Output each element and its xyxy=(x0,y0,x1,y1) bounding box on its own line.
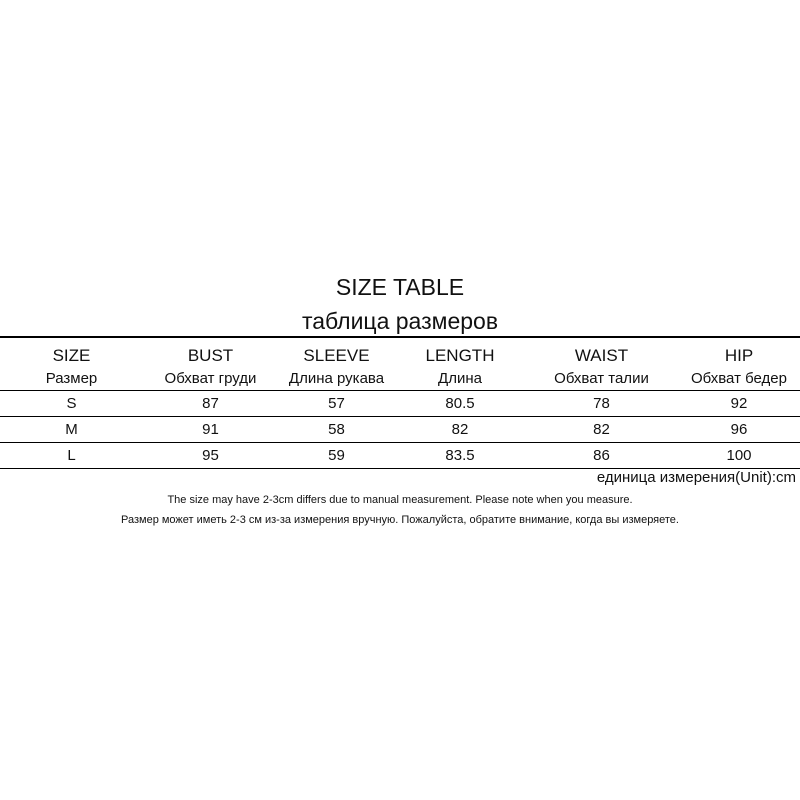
table-cell: 100 xyxy=(678,443,800,469)
table-cell: 91 xyxy=(143,417,278,443)
table-cell: 82 xyxy=(395,417,525,443)
table-cell: 78 xyxy=(525,391,678,417)
table-row xyxy=(0,391,800,417)
header-row-english xyxy=(0,337,800,366)
table-cell: 96 xyxy=(678,417,800,443)
table-cell: 83.5 xyxy=(395,443,525,469)
table-cell: M xyxy=(0,417,143,443)
table-title-russian: таблица размеров xyxy=(301,308,499,334)
table-cell: 57 xyxy=(278,391,395,417)
unit-note: единица измерения(Unit):cm xyxy=(596,469,796,486)
column-header: HIP xyxy=(678,337,800,366)
column-header: SLEEVE xyxy=(278,337,395,366)
table-cell: S xyxy=(0,391,143,417)
measurement-note-russian: Размер может иметь 2-3 см из-за измерения вручную. Пожалуйста, обратите внимание, когда вы измеряете. xyxy=(121,514,679,526)
column-header-russian: Длина рукава xyxy=(278,366,395,391)
column-header: SIZE xyxy=(0,337,143,366)
table-cell: 82 xyxy=(525,417,678,443)
table-cell: 87 xyxy=(143,391,278,417)
column-header: BUST xyxy=(143,337,278,366)
table-cell: L xyxy=(0,443,143,469)
table-cell: 80.5 xyxy=(395,391,525,417)
table-cell: 86 xyxy=(525,443,678,469)
size-table xyxy=(0,336,800,469)
table-title: SIZE TABLE xyxy=(335,274,465,300)
column-header-russian: Размер xyxy=(0,366,143,391)
table-cell: 58 xyxy=(278,417,395,443)
table-cell: 95 xyxy=(143,443,278,469)
measurement-note-english: The size may have 2-3cm differs due to manual measurement. Please note when you measure. xyxy=(167,494,633,506)
table-row xyxy=(0,443,800,469)
table-row xyxy=(0,417,800,443)
column-header: LENGTH xyxy=(395,337,525,366)
column-header-russian: Длина xyxy=(395,366,525,391)
column-header-russian: Обхват бедер xyxy=(678,366,800,391)
header-row-russian xyxy=(0,366,800,391)
column-header-russian: Обхват талии xyxy=(525,366,678,391)
column-header-russian: Обхват груди xyxy=(143,366,278,391)
column-header: WAIST xyxy=(525,337,678,366)
table-cell: 59 xyxy=(278,443,395,469)
table-cell: 92 xyxy=(678,391,800,417)
